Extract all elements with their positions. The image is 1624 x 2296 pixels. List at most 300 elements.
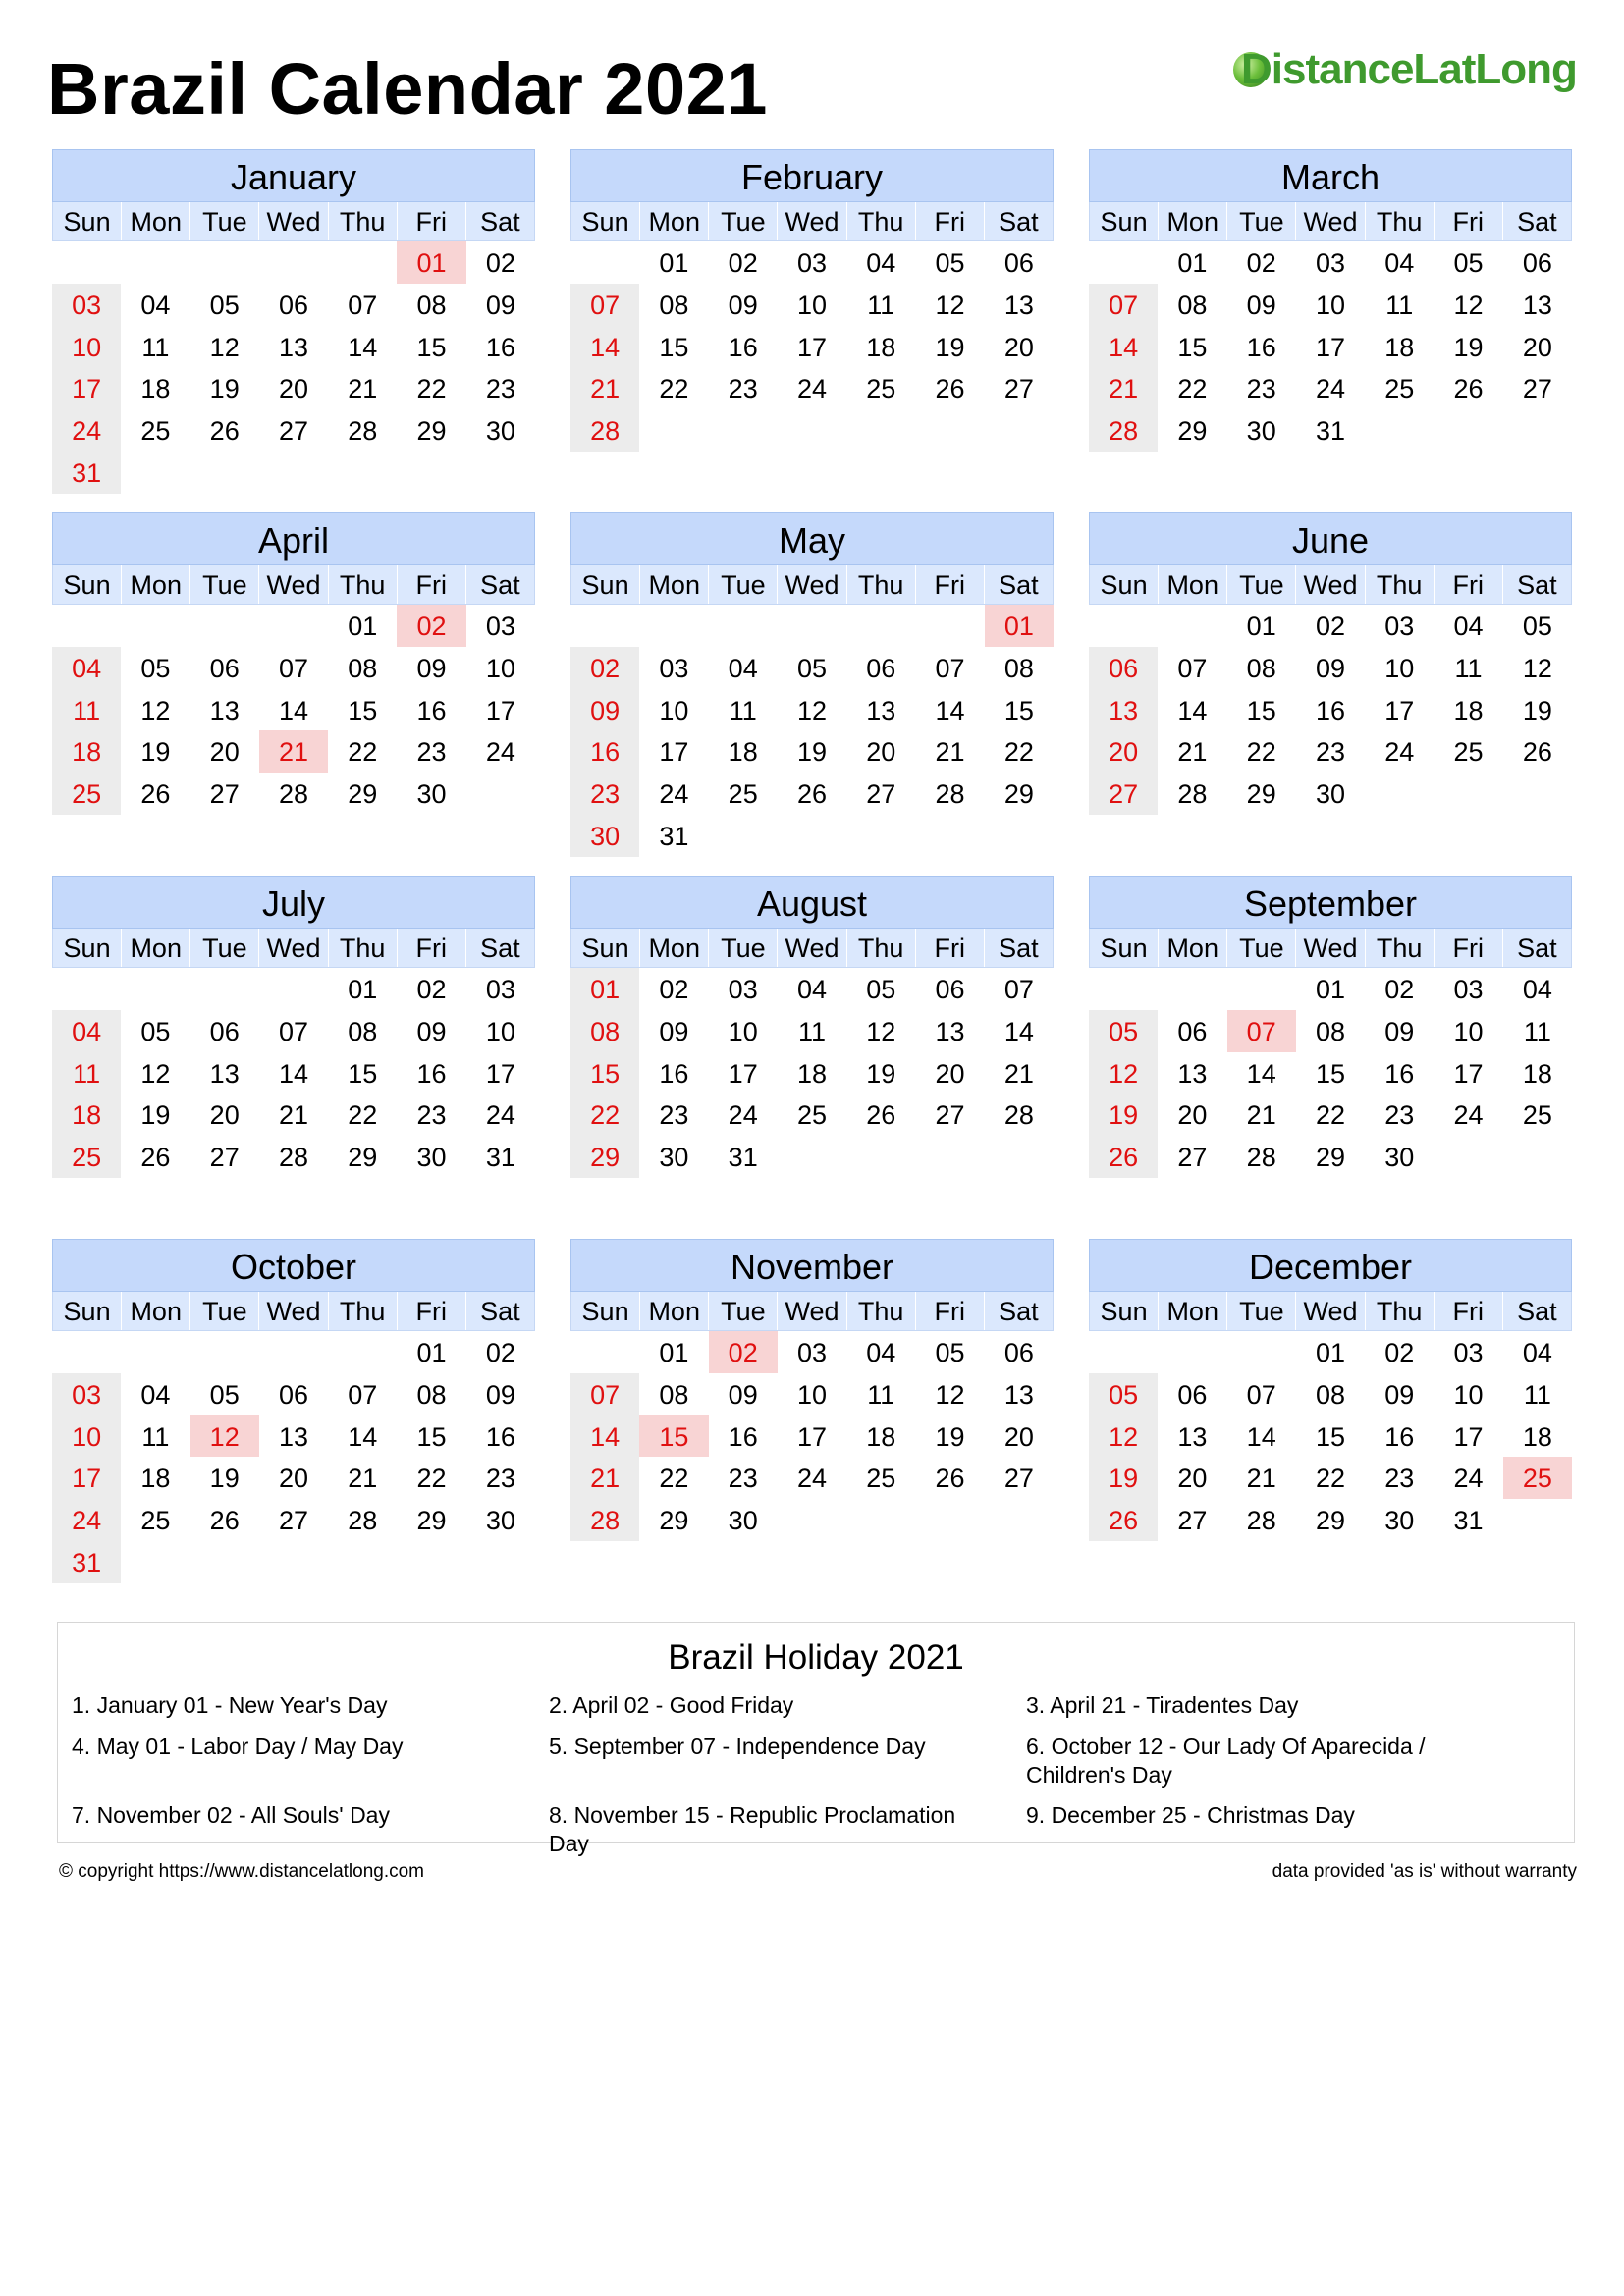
day-cell: 24 <box>1453 1464 1484 1494</box>
day-cell: 07 <box>1089 284 1158 326</box>
day-cell: 22 <box>416 374 447 404</box>
day-cell: 29 <box>1315 1143 1346 1173</box>
day-cell: 28 <box>348 416 378 447</box>
day-cell: 19 <box>140 1100 171 1131</box>
day-cell: 25 <box>866 374 896 404</box>
month-name: December <box>1089 1239 1572 1292</box>
day-grid <box>570 605 1054 857</box>
day-cell: 10 <box>1315 290 1346 320</box>
day-cell: 03 <box>1453 1338 1484 1367</box>
day-cell: 22 <box>1177 374 1208 404</box>
day-cell: 23 <box>1315 737 1346 768</box>
month-name: May <box>570 512 1054 565</box>
day-cell: 28 <box>1246 1506 1276 1536</box>
day-cell: 29 <box>348 779 378 810</box>
weekday-label: Tue <box>1227 1292 1296 1330</box>
day-cell: 09 <box>416 1016 447 1046</box>
day-cell: 04 <box>140 1379 171 1410</box>
day-cell: 07 <box>935 653 965 683</box>
empty-cell <box>1089 241 1158 284</box>
day-cell: 31 <box>1453 1506 1484 1536</box>
day-cell: 16 <box>1246 332 1276 362</box>
weekday-label: Sat <box>1517 1297 1557 1326</box>
day-cell: 17 <box>659 737 689 768</box>
day-cell: 27 <box>935 1100 965 1131</box>
day-cell: 03 <box>485 612 515 641</box>
day-cell: 14 <box>348 1421 378 1452</box>
weekday-label: Thu <box>329 202 398 240</box>
weekday-label: Fri <box>916 565 985 604</box>
day-cell: 23 <box>728 1464 758 1494</box>
day-cell: 30 <box>728 1506 758 1536</box>
day-cell: 09 <box>728 290 758 320</box>
day-cell: 14 <box>570 326 639 368</box>
day-cell: 29 <box>416 1506 447 1536</box>
day-cell: 03 <box>1453 975 1484 1004</box>
day-cell: 30 <box>1384 1143 1415 1173</box>
day-cell: 14 <box>348 332 378 362</box>
weekday-label: Thu <box>1366 565 1435 604</box>
holiday-item: 9. December 25 - Christmas Day <box>1026 1802 1355 1828</box>
weekday-label: Sat <box>480 570 520 600</box>
day-cell: 24 <box>659 779 689 810</box>
day-cell: 17 <box>728 1058 758 1089</box>
holiday-item: 7. November 02 - All Souls' Day <box>72 1802 390 1828</box>
weekday-label: Mon <box>122 929 190 967</box>
weekday-label: Mon <box>640 1292 709 1330</box>
day-cell: 20 <box>1177 1464 1208 1494</box>
weekday-label: Sun <box>1090 202 1159 240</box>
day-cell: 30 <box>416 1143 447 1173</box>
day-cell: 08 <box>348 653 378 683</box>
day-cell: 09 <box>1384 1016 1415 1046</box>
weekday-label: Sun <box>571 565 640 604</box>
day-cell: 18 <box>140 1464 171 1494</box>
day-cell: 08 <box>1003 653 1034 683</box>
weekday-label: Sat <box>480 1297 520 1326</box>
day-cell: 05 <box>1089 1373 1158 1415</box>
day-cell: 27 <box>278 1506 309 1536</box>
day-cell: 22 <box>1003 737 1034 768</box>
day-cell: 12 <box>140 695 171 725</box>
day-cell: 30 <box>570 815 639 857</box>
day-cell: 20 <box>1003 332 1034 362</box>
day-cell: 08 <box>570 1010 639 1052</box>
weekday-label: Tue <box>190 929 259 967</box>
day-cell: 21 <box>1246 1464 1276 1494</box>
day-cell: 03 <box>659 653 689 683</box>
day-cell: 27 <box>1003 374 1034 404</box>
day-cell: 29 <box>416 416 447 447</box>
empty-cell <box>1089 605 1158 647</box>
empty-cell <box>190 241 259 284</box>
month-name: March <box>1089 149 1572 202</box>
day-cell: 25 <box>796 1100 828 1131</box>
day-cell: 17 <box>1453 1058 1484 1089</box>
weekday-label: Tue <box>709 202 778 240</box>
empty-cell <box>259 968 328 1010</box>
day-cell: 13 <box>278 1421 309 1452</box>
weekday-label: Mon <box>640 202 709 240</box>
day-cell: 09 <box>416 653 447 683</box>
day-cell: 23 <box>416 737 447 768</box>
weekday-label: Tue <box>709 1292 778 1330</box>
day-cell: 07 <box>348 290 378 320</box>
day-cell: 01 <box>659 248 689 278</box>
day-cell: 05 <box>796 653 828 683</box>
day-cell: 20 <box>1003 1421 1034 1452</box>
day-cell: 08 <box>1177 290 1208 320</box>
holiday-day-cell: 07 <box>1227 1010 1296 1052</box>
weekday-label: Fri <box>916 202 985 240</box>
day-cell: 18 <box>1453 695 1484 725</box>
empty-cell <box>1089 1331 1158 1373</box>
day-cell: 10 <box>659 695 689 725</box>
day-cell: 25 <box>1384 374 1415 404</box>
weekday-label: Wed <box>1296 929 1365 967</box>
month-name: October <box>52 1239 535 1292</box>
day-cell: 25 <box>140 1506 171 1536</box>
weekday-label: Sun <box>571 929 640 967</box>
day-cell: 24 <box>728 1100 758 1131</box>
day-cell: 07 <box>278 1016 309 1046</box>
day-cell: 02 <box>1384 1338 1415 1367</box>
empty-cell <box>121 968 189 1010</box>
weekday-label: Sat <box>1517 207 1557 237</box>
day-cell: 24 <box>1384 737 1415 768</box>
day-cell: 17 <box>796 1421 828 1452</box>
weekday-label: Thu <box>847 929 916 967</box>
day-cell: 13 <box>866 695 896 725</box>
day-cell: 12 <box>1089 1415 1158 1458</box>
weekday-label: Sun <box>53 929 122 967</box>
day-cell: 12 <box>935 1379 965 1410</box>
holiday-item: 1. January 01 - New Year's Day <box>72 1692 388 1718</box>
day-cell: 20 <box>209 737 240 768</box>
empty-cell <box>190 1331 259 1373</box>
day-cell: 04 <box>866 248 896 278</box>
day-cell: 29 <box>1177 416 1208 447</box>
day-cell: 22 <box>348 737 378 768</box>
weekday-header <box>1089 929 1572 968</box>
empty-cell <box>915 605 984 647</box>
day-cell: 02 <box>659 975 689 1004</box>
month-june <box>1089 512 1572 815</box>
day-cell: 01 <box>416 1338 447 1367</box>
day-cell: 03 <box>1384 612 1415 641</box>
day-cell: 26 <box>140 1143 171 1173</box>
day-cell: 20 <box>278 1464 309 1494</box>
day-cell: 11 <box>52 689 121 731</box>
day-cell: 20 <box>866 737 896 768</box>
holiday-day-cell: 02 <box>709 1331 778 1373</box>
holiday-list-title: Brazil Holiday 2021 <box>668 1638 964 1677</box>
day-cell: 18 <box>866 1421 896 1452</box>
day-cell: 30 <box>485 416 515 447</box>
day-cell: 01 <box>348 612 378 641</box>
day-cell: 06 <box>278 290 309 320</box>
day-cell: 19 <box>1453 332 1484 362</box>
weekday-label: Wed <box>259 929 328 967</box>
day-cell: 04 <box>1522 1338 1552 1367</box>
day-cell: 28 <box>570 409 639 452</box>
day-cell: 16 <box>416 1058 447 1089</box>
distancelatlong-logo[interactable] <box>1233 39 1577 108</box>
day-cell: 26 <box>796 779 828 810</box>
day-cell: 29 <box>1246 779 1276 810</box>
weekday-label: Wed <box>778 565 846 604</box>
day-cell: 10 <box>485 653 515 683</box>
day-cell: 27 <box>1089 773 1158 815</box>
day-cell: 16 <box>1384 1421 1415 1452</box>
day-cell: 28 <box>935 779 965 810</box>
day-cell: 07 <box>1003 975 1034 1004</box>
weekday-header <box>570 929 1054 968</box>
day-grid <box>570 1331 1054 1541</box>
weekday-label: Sun <box>571 1292 640 1330</box>
weekday-label: Sun <box>571 202 640 240</box>
day-cell: 07 <box>1246 1379 1276 1410</box>
day-cell: 21 <box>1089 367 1158 409</box>
day-cell: 12 <box>866 1016 896 1046</box>
day-cell: 01 <box>1315 975 1346 1004</box>
empty-cell <box>1158 1331 1226 1373</box>
day-cell: 24 <box>1315 374 1346 404</box>
weekday-label: Thu <box>1366 1292 1435 1330</box>
weekday-label: Mon <box>640 565 709 604</box>
day-cell: 11 <box>867 1379 895 1410</box>
weekday-label: Tue <box>1227 929 1296 967</box>
holiday-day-cell: 25 <box>1503 1457 1572 1499</box>
empty-cell <box>52 1331 121 1373</box>
day-cell: 19 <box>935 332 965 362</box>
empty-cell <box>259 1331 328 1373</box>
day-cell: 23 <box>728 374 758 404</box>
day-cell: 12 <box>935 290 965 320</box>
day-cell: 18 <box>1522 1058 1552 1089</box>
weekday-header <box>52 565 535 605</box>
empty-cell <box>778 605 846 647</box>
day-cell: 15 <box>570 1052 639 1095</box>
day-cell: 26 <box>209 1506 240 1536</box>
day-cell: 04 <box>52 1010 121 1052</box>
day-cell: 24 <box>485 1100 515 1131</box>
day-cell: 14 <box>1003 1016 1034 1046</box>
day-cell: 15 <box>1177 332 1208 362</box>
day-cell: 06 <box>866 653 896 683</box>
day-cell: 16 <box>1384 1058 1415 1089</box>
weekday-label: Sun <box>53 565 122 604</box>
day-cell: 12 <box>140 1058 171 1089</box>
day-grid <box>1089 968 1572 1178</box>
day-cell: 19 <box>866 1058 896 1089</box>
weekday-label: Wed <box>1296 202 1365 240</box>
day-cell: 02 <box>485 1338 515 1367</box>
day-cell: 07 <box>570 284 639 326</box>
day-cell: 10 <box>485 1016 515 1046</box>
empty-cell <box>709 605 778 647</box>
weekday-label: Mon <box>1159 929 1227 967</box>
empty-cell <box>52 605 121 647</box>
empty-cell <box>1158 605 1226 647</box>
day-cell: 18 <box>728 737 758 768</box>
day-cell: 12 <box>1453 290 1484 320</box>
day-cell: 31 <box>52 1541 121 1583</box>
day-cell: 28 <box>278 779 309 810</box>
day-cell: 01 <box>570 968 639 1010</box>
day-cell: 01 <box>659 1338 689 1367</box>
month-name: February <box>570 149 1054 202</box>
day-cell: 22 <box>659 374 689 404</box>
page-title: Brazil Calendar 2021 <box>47 48 768 130</box>
day-cell: 28 <box>1246 1143 1276 1173</box>
day-cell: 05 <box>1453 248 1484 278</box>
day-grid <box>570 241 1054 452</box>
day-cell: 13 <box>1089 689 1158 731</box>
day-cell: 16 <box>1315 695 1346 725</box>
weekday-label: Wed <box>259 1292 328 1330</box>
month-december <box>1089 1239 1572 1541</box>
day-cell: 15 <box>1246 695 1276 725</box>
month-name: April <box>52 512 535 565</box>
weekday-label: Tue <box>190 202 259 240</box>
weekday-label: Fri <box>398 565 466 604</box>
holiday-item: 2. April 02 - Good Friday <box>549 1692 794 1718</box>
day-cell: 25 <box>728 779 758 810</box>
day-cell: 07 <box>1177 653 1208 683</box>
day-cell: 29 <box>1315 1506 1346 1536</box>
day-cell: 20 <box>1522 332 1552 362</box>
day-cell: 23 <box>570 773 639 815</box>
day-cell: 06 <box>1089 647 1158 689</box>
day-cell: 25 <box>140 416 171 447</box>
weekday-header <box>1089 202 1572 241</box>
day-cell: 14 <box>935 695 965 725</box>
weekday-label: Tue <box>709 565 778 604</box>
weekday-label: Wed <box>259 202 328 240</box>
day-cell: 03 <box>796 248 828 278</box>
day-cell: 18 <box>52 1094 121 1136</box>
day-grid <box>1089 605 1572 815</box>
day-cell: 22 <box>416 1464 447 1494</box>
empty-cell <box>121 241 189 284</box>
day-cell: 25 <box>866 1464 896 1494</box>
weekday-label: Tue <box>709 929 778 967</box>
day-cell: 03 <box>485 975 515 1004</box>
weekday-label: Thu <box>1366 929 1435 967</box>
month-september <box>1089 876 1572 1178</box>
day-cell: 11 <box>52 1052 121 1095</box>
day-grid <box>52 968 535 1178</box>
empty-cell <box>121 1331 189 1373</box>
day-cell: 18 <box>866 332 896 362</box>
day-cell: 02 <box>1384 975 1415 1004</box>
day-cell: 14 <box>278 695 309 725</box>
day-cell: 15 <box>348 1058 378 1089</box>
day-cell: 04 <box>1522 975 1552 1004</box>
month-name: January <box>52 149 535 202</box>
weekday-label: Sat <box>1517 934 1557 963</box>
day-cell: 15 <box>416 332 447 362</box>
day-cell: 30 <box>416 779 447 810</box>
month-march <box>1089 149 1572 452</box>
day-cell: 14 <box>570 1415 639 1458</box>
day-cell: 01 <box>1177 248 1208 278</box>
day-cell: 11 <box>1523 1016 1551 1046</box>
empty-cell <box>570 241 639 284</box>
month-july <box>52 876 535 1178</box>
weekday-header <box>52 929 535 968</box>
empty-cell <box>190 605 259 647</box>
day-cell: 09 <box>1246 290 1276 320</box>
copyright-link[interactable]: © copyright https://www.distancelatlong.com <box>59 1861 425 1882</box>
month-name: September <box>1089 876 1572 929</box>
month-november <box>570 1239 1054 1541</box>
day-cell: 10 <box>728 1016 758 1046</box>
day-cell: 20 <box>1089 730 1158 773</box>
day-cell: 16 <box>728 332 758 362</box>
weekday-label: Mon <box>640 929 709 967</box>
empty-cell <box>328 1331 397 1373</box>
disclaimer-text: data provided 'as is' without warranty <box>1272 1861 1577 1882</box>
weekday-label: Fri <box>398 929 466 967</box>
day-cell: 05 <box>209 1379 240 1410</box>
weekday-label: Sat <box>999 1297 1039 1326</box>
day-cell: 21 <box>1177 737 1208 768</box>
weekday-header <box>570 202 1054 241</box>
day-cell: 16 <box>659 1058 689 1089</box>
day-cell: 20 <box>278 374 309 404</box>
day-cell: 05 <box>140 1016 171 1046</box>
weekday-label: Sat <box>480 934 520 963</box>
weekday-label: Tue <box>1227 202 1296 240</box>
day-cell: 28 <box>570 1499 639 1541</box>
day-cell: 30 <box>485 1506 515 1536</box>
day-cell: 26 <box>209 416 240 447</box>
day-cell: 14 <box>1246 1058 1276 1089</box>
day-cell: 15 <box>1315 1421 1346 1452</box>
day-cell: 30 <box>1384 1506 1415 1536</box>
day-cell: 21 <box>1003 1058 1034 1089</box>
day-cell: 10 <box>52 1415 121 1458</box>
empty-cell <box>328 241 397 284</box>
weekday-label: Wed <box>259 565 328 604</box>
month-august <box>570 876 1054 1178</box>
empty-cell <box>259 605 328 647</box>
day-cell: 23 <box>659 1100 689 1131</box>
day-cell: 17 <box>1384 695 1415 725</box>
weekday-label: Mon <box>122 565 190 604</box>
day-cell: 10 <box>1384 653 1415 683</box>
day-cell: 03 <box>52 284 121 326</box>
weekday-label: Wed <box>1296 565 1365 604</box>
day-cell: 06 <box>1522 248 1552 278</box>
day-cell: 24 <box>1453 1100 1484 1131</box>
day-cell: 30 <box>1246 416 1276 447</box>
day-cell: 26 <box>935 1464 965 1494</box>
day-cell: 09 <box>485 1379 515 1410</box>
weekday-label: Sun <box>1090 1292 1159 1330</box>
day-cell: 31 <box>659 821 689 851</box>
weekday-label: Fri <box>398 1292 466 1330</box>
day-grid <box>1089 241 1572 452</box>
weekday-label: Mon <box>1159 565 1227 604</box>
day-cell: 09 <box>1384 1379 1415 1410</box>
day-cell: 03 <box>728 975 758 1004</box>
weekday-label: Thu <box>847 202 916 240</box>
empty-cell <box>1158 968 1226 1010</box>
day-cell: 04 <box>1384 248 1415 278</box>
